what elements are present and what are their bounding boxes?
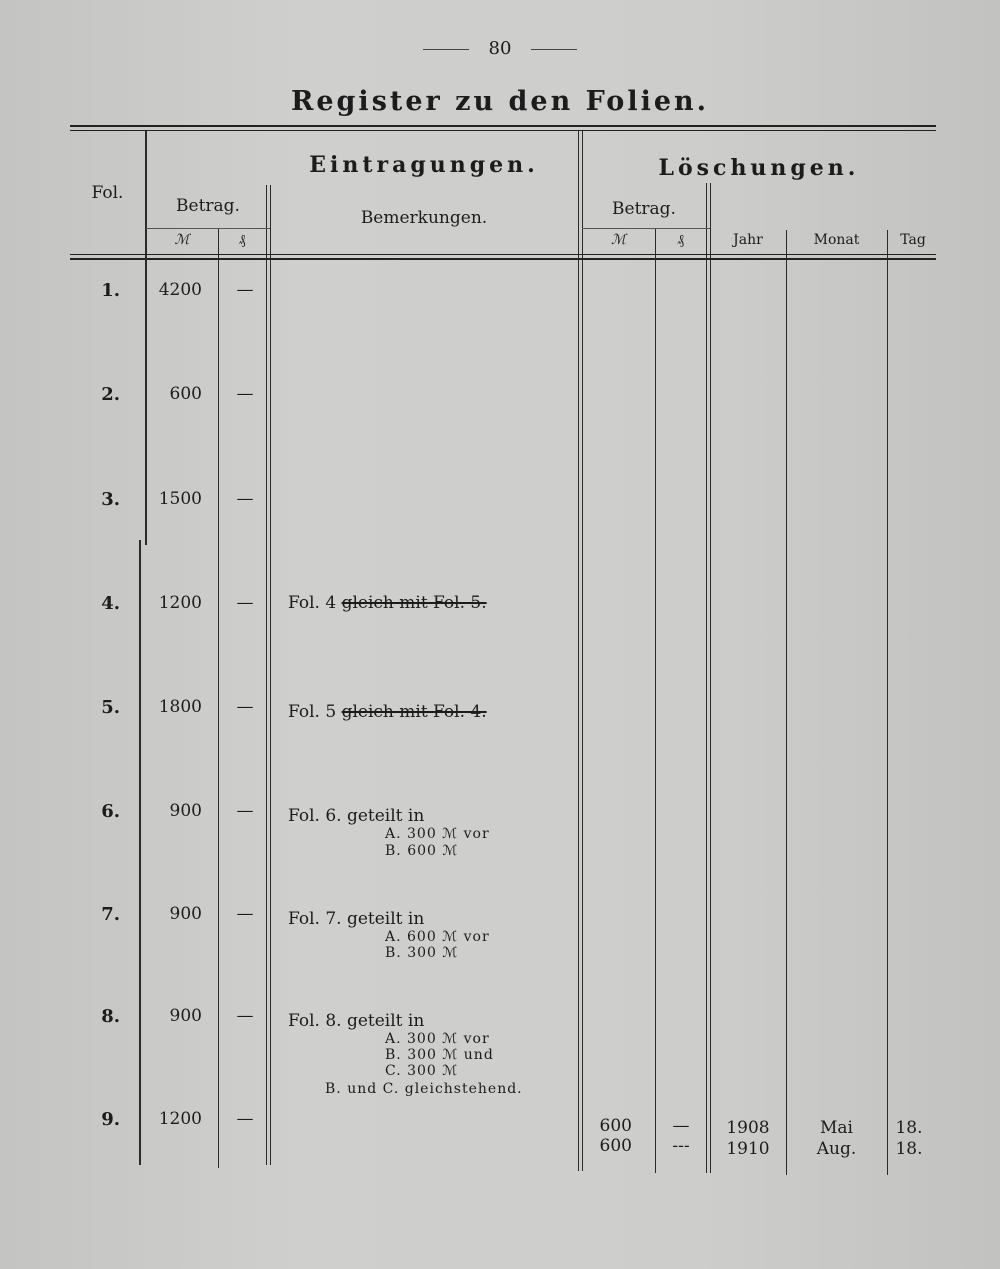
amount: 4200 (158, 280, 202, 300)
fol-number: 2. (101, 384, 120, 405)
remark-text: Fol. 8. geteilt in (288, 1011, 425, 1031)
remark-text: Fol. 7. geteilt in (288, 909, 425, 929)
pf-dash: — (236, 1006, 254, 1026)
deletion-jahr: 1908 (726, 1118, 770, 1138)
deletion-tag: 18. (895, 1139, 923, 1159)
col-rule-fol-lower (139, 540, 141, 1165)
remark (288, 702, 487, 722)
header-betrag: Betrag. (176, 196, 240, 216)
fol-number: 1. (101, 280, 120, 301)
fol-number: 8. (101, 1006, 120, 1027)
pf-dash: — (236, 904, 254, 924)
fol-number: 5. (101, 697, 120, 718)
pf-dash: — (236, 697, 254, 717)
pf-dash: — (236, 489, 254, 509)
pf-dash: — (236, 1109, 254, 1129)
page-number (0, 38, 1000, 59)
col-rule-pf (218, 228, 219, 1168)
header-bottom-rule-thick (70, 258, 936, 260)
col-rule-loesch-a (578, 131, 579, 1171)
pf-dash: — (236, 384, 254, 404)
amount: 1500 (158, 489, 202, 509)
fol-number: 4. (101, 593, 120, 614)
deletion-amount: 600 (599, 1116, 632, 1136)
remark-struck: gleich mit Fol. 5. (341, 593, 487, 613)
header-mark: ℳ (174, 232, 190, 248)
pf-dash: — (236, 280, 254, 300)
header-bemerkungen: Bemerkungen. (360, 208, 488, 228)
page-number-text: 80 (488, 38, 512, 59)
amount: 1200 (158, 1109, 202, 1129)
betrag2-sub-rule (582, 228, 710, 229)
col-rule-jahr-a (706, 183, 707, 1173)
header-eintragungen: Eintragungen. (309, 152, 539, 178)
fol-number: 7. (101, 904, 120, 925)
sub-line: B. und C. gleichstehend. (325, 1081, 523, 1097)
header-bottom-rule (70, 254, 936, 255)
amount: 900 (169, 904, 202, 924)
fol-number: 3. (101, 489, 120, 510)
header-fol: Fol. (91, 183, 124, 203)
deletion-pf: --- (672, 1136, 690, 1156)
sub-line: A. 300 ℳ vor (385, 826, 490, 842)
header-tag: Tag (900, 232, 926, 248)
sub-line: B. 600 ℳ (385, 843, 459, 859)
header-pf-loesch: ₰ (677, 232, 684, 248)
col-rule-fol (145, 131, 147, 545)
header-betrag-loesch: Betrag. (612, 199, 676, 219)
fol-number: 9. (101, 1109, 120, 1130)
remark (288, 593, 487, 613)
remark-text: Fol. 6. geteilt in (288, 806, 425, 826)
remark-text: Fol. 4 (288, 593, 337, 613)
col-rule-pf2 (655, 228, 656, 1173)
header-monat: Monat (813, 232, 860, 248)
deletion-amount: 600 (599, 1136, 632, 1156)
sub-line: C. 300 ℳ (385, 1063, 459, 1079)
page-title: Register zu den Folien. (290, 86, 710, 117)
deletion-monat: Mai (820, 1118, 853, 1138)
sub-line: B. 300 ℳ (385, 945, 459, 961)
deletion-monat: Aug. (816, 1139, 857, 1159)
header-loeschungen: Löschungen. (658, 155, 860, 181)
header-pf: ₰ (238, 232, 246, 248)
amount: 900 (169, 801, 202, 821)
sub-line: A. 600 ℳ vor (385, 929, 490, 945)
rule-left (423, 49, 469, 50)
table-top-rule-thin (70, 130, 936, 131)
amount: 1800 (158, 697, 202, 717)
header-mark-loesch: ℳ (611, 232, 626, 248)
amount: 1200 (158, 593, 202, 613)
col-rule-betrag-b (270, 185, 271, 1165)
col-rule-tag (887, 230, 888, 1175)
remark-struck: gleich mit Fol. 4. (341, 702, 487, 722)
rule-right (531, 49, 577, 50)
pf-dash: — (236, 593, 254, 613)
sub-line: B. 300 ℳ und (385, 1047, 494, 1063)
col-rule-loesch-b (582, 131, 583, 1171)
amount: 600 (169, 384, 202, 404)
remark-text: Fol. 5 (288, 702, 337, 722)
table-top-rule (70, 125, 936, 127)
header-jahr: Jahr (733, 232, 763, 248)
deletion-tag: 18. (895, 1118, 923, 1138)
fol-number: 6. (101, 801, 120, 822)
deletion-pf: — (672, 1116, 690, 1136)
deletion-jahr: 1910 (726, 1139, 770, 1159)
betrag-sub-rule (146, 228, 270, 229)
col-rule-monat (786, 230, 787, 1175)
amount: 900 (169, 1006, 202, 1026)
col-rule-jahr-b (710, 183, 711, 1173)
sub-line: A. 300 ℳ vor (385, 1031, 490, 1047)
pf-dash: — (236, 801, 254, 821)
